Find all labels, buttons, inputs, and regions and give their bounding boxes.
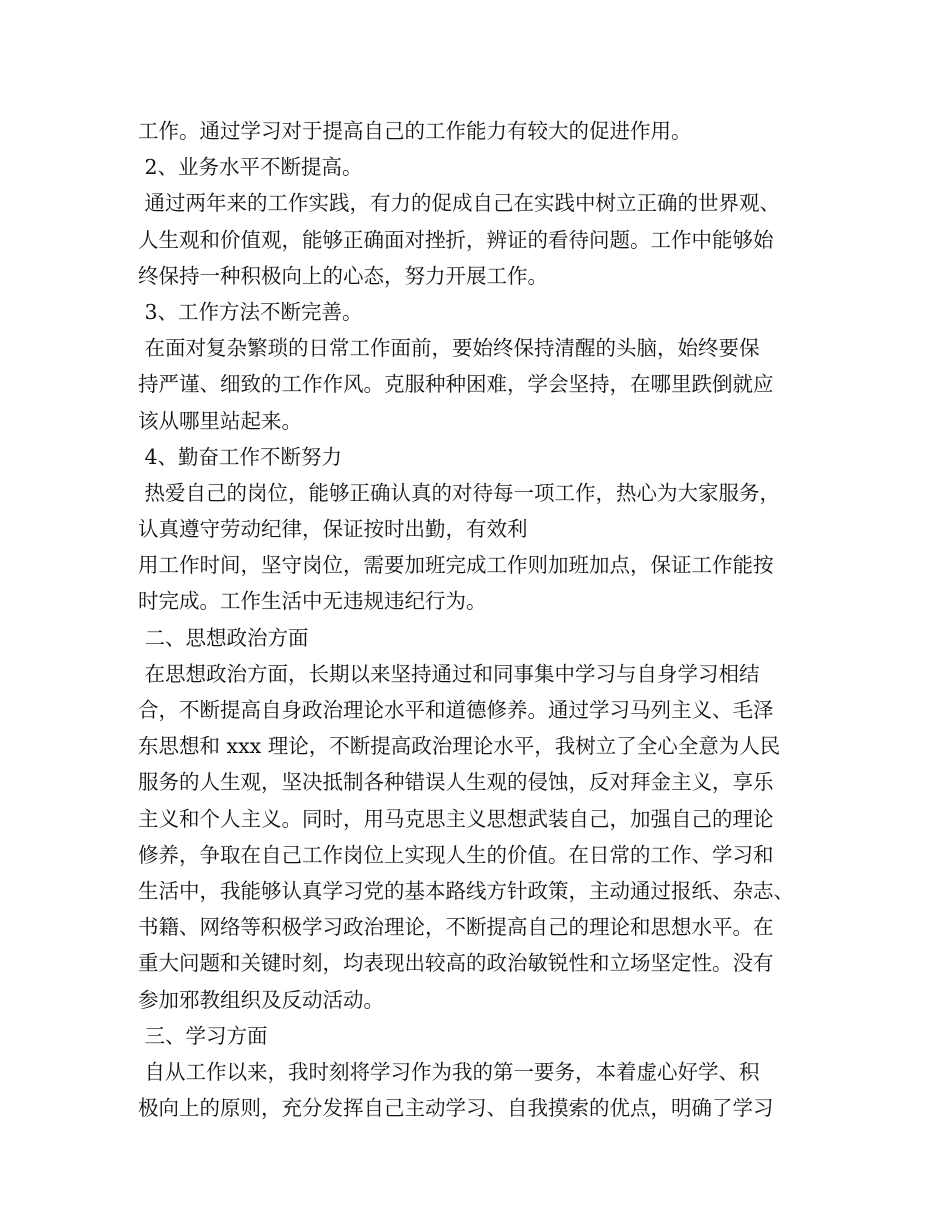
text-line: 工作。通过学习对于提高自己的工作能力有较大的促进作用。 xyxy=(138,119,692,143)
text-line: 持严谨、细致的工作作风。克服种种困难，学会坚持，在哪里跌倒就应 xyxy=(138,372,774,397)
text-line: 用工作时间，坚守岗位，需要加班完成工作则加班加点，保证工作能按 xyxy=(138,553,774,578)
text-line: 通过两年来的工作实践，有力的促成自己在实践中树立正确的世界观、 xyxy=(138,191,781,216)
text-line: 热爱自己的岗位，能够正确认真的对待每一项工作，热心为大家服务， xyxy=(138,480,781,505)
section-heading: 3、工作方法不断完善。 xyxy=(138,299,363,324)
text-line: 书籍、网络等积极学习政治理论，不断提高自己的理论和思想水平。在 xyxy=(138,915,774,940)
text-line: 在思想政治方面，长期以来坚持通过和同事集中学习与自身学习相结 xyxy=(138,661,760,686)
text-line: 在面对复杂繁琐的日常工作面前，要始终保持清醒的头脑，始终要保 xyxy=(138,336,760,361)
text-line: 时完成。工作生活中无违规违纪行为。 xyxy=(138,589,487,614)
text-line: 主义和个人主义。同时，用马克思主义思想武装自己，加强自己的理论 xyxy=(138,806,774,831)
text-line: 合，不断提高自身政治理论水平和道德修养。通过学习马列主义、毛泽 xyxy=(138,698,774,722)
section-heading: 二、思想政治方面 xyxy=(138,625,309,650)
text-line: 重大问题和关键时刻，均表现出较高的政治敏锐性和立场坚定性。没有 xyxy=(138,951,774,976)
text-line: 人生观和价值观，能够正确面对挫折，辨证的看待问题。工作中能够始 xyxy=(138,227,774,252)
text-line: 东思想和 xxx 理论，不断提高政治理论水平，我树立了全心全意为人民 xyxy=(138,734,781,759)
section-heading: 2、业务水平不断提高。 xyxy=(138,155,363,180)
text-line: 该从哪里站起来。 xyxy=(138,408,302,433)
text-line: 终保持一种积极向上的心态，努力开展工作。 xyxy=(138,263,548,288)
text-line: 认真遵守劳动纪律，保证按时出勤，有效利 xyxy=(138,517,528,542)
text-line: 服务的人生观，坚决抵制各种错误人生观的侵蚀，反对拜金主义，享乐 xyxy=(138,770,774,795)
text-line: 极向上的原则，充分发挥自己主动学习、自我摸索的优点，明确了学习 xyxy=(138,1096,774,1121)
text-line: 参加邪教组织及反动活动。 xyxy=(138,987,384,1012)
text-line: 自从工作以来，我时刻将学习作为我的第一要务，本着虚心好学、积 xyxy=(138,1059,760,1084)
document-body xyxy=(138,113,828,1126)
text-line: 修养，争取在自己工作岗位上实现人生的价值。在日常的工作、学习和 xyxy=(138,842,774,867)
section-heading: 三、学习方面 xyxy=(138,1023,268,1048)
text-line: 生活中，我能够认真学习党的基本路线方针政策，主动通过报纸、杂志、 xyxy=(138,878,794,903)
section-heading: 4、勤奋工作不断努力 xyxy=(138,444,343,469)
